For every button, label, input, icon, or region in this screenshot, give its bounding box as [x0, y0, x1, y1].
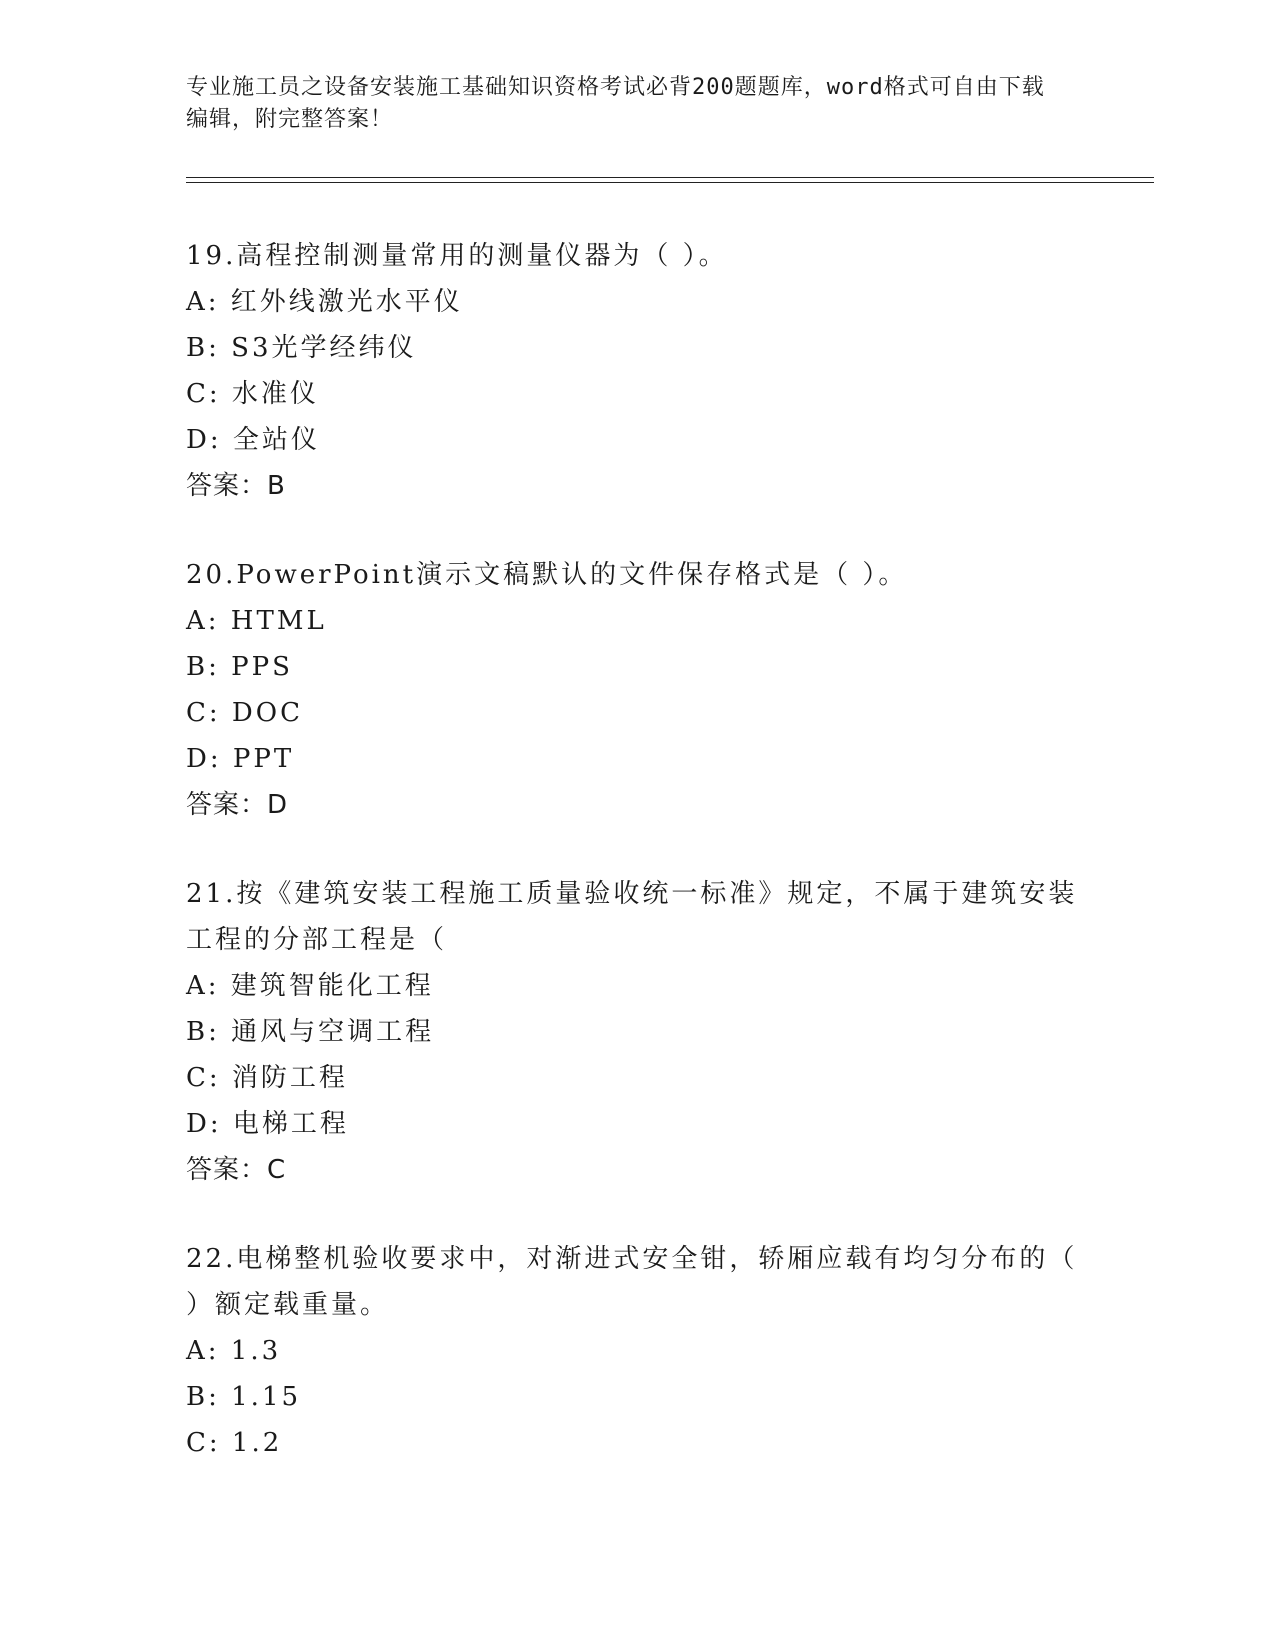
question-stem: 20.PowerPoint演示文稿默认的文件保存格式是（ ）。 — [186, 560, 908, 590]
option-a: A: HTML — [186, 606, 327, 636]
option-d: D: PPT — [186, 744, 295, 774]
question-stem: 19.高程控制测量常用的测量仪器为（ ）。 — [186, 241, 728, 271]
option-a: A: 1.3 — [186, 1336, 282, 1366]
option-d: D: 电梯工程 — [186, 1109, 349, 1139]
answer-line: 答案：B — [186, 471, 286, 501]
document-header: 专业施工员之设备安装施工基础知识资格考试必背200题题库，word格式可自由下载编辑，附完整答案！ — [186, 75, 1045, 132]
question-stem: 22.电梯整机验收要求中，对渐进式安全钳，轿厢应载有均匀分布的（ ）额定载重量。 — [186, 1244, 1078, 1320]
question-22 — [186, 1236, 1086, 1466]
option-b: B: 1.15 — [186, 1382, 302, 1412]
option-c: C: DOC — [186, 698, 303, 728]
option-a: A: 红外线激光水平仪 — [186, 287, 463, 317]
option-d: D: 全站仪 — [186, 425, 320, 455]
question-20 — [186, 552, 1086, 828]
option-b: B: 通风与空调工程 — [186, 1017, 435, 1047]
option-c: C: 水准仪 — [186, 379, 319, 409]
header-divider-bottom — [186, 182, 1154, 183]
option-c: C: 消防工程 — [186, 1063, 348, 1093]
question-21 — [186, 871, 1086, 1193]
question-stem: 21.按《建筑安装工程施工质量验收统一标准》规定，不属于建筑安装工程的分部工程是（ — [186, 879, 1078, 955]
question-19 — [186, 233, 1086, 509]
answer-line: 答案：D — [186, 790, 289, 820]
header-divider-top — [186, 177, 1154, 178]
answer-line: 答案：C — [186, 1155, 287, 1185]
option-a: A: 建筑智能化工程 — [186, 971, 434, 1001]
option-c: C: 1.2 — [186, 1428, 283, 1458]
option-b: B: S3光学经纬仪 — [186, 333, 417, 363]
option-b: B: PPS — [186, 652, 293, 682]
